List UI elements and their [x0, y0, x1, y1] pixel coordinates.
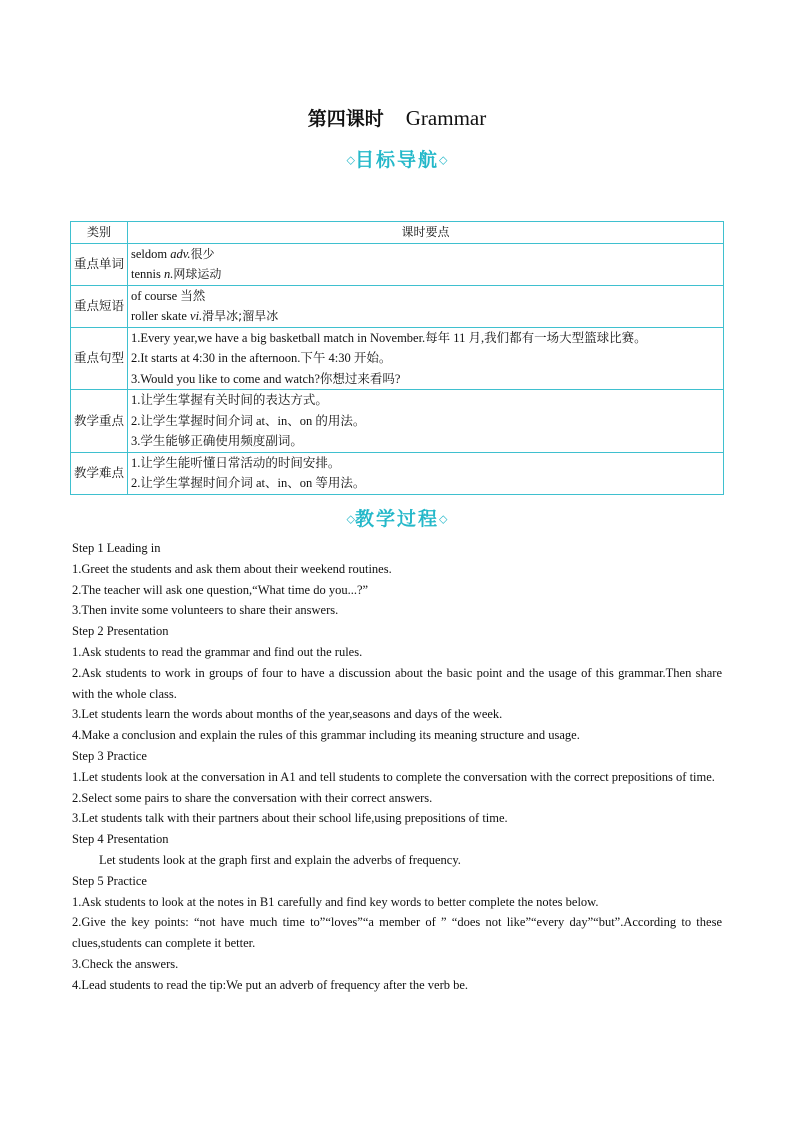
content-line: seldom adv.很少: [131, 246, 215, 261]
title-chinese: 第四课时: [307, 108, 384, 130]
content-line: 2.让学生掌握时间介词 at、in、on 等用法。: [131, 476, 366, 490]
row-content: [128, 243, 724, 285]
diamond-icon: ◇: [346, 512, 355, 526]
row-content: [128, 327, 724, 390]
table-row: [71, 243, 724, 285]
content-line: 3.学生能够正确使用频度副词。: [131, 434, 303, 448]
row-category: 教学难点: [71, 452, 128, 494]
row-content: [128, 452, 724, 494]
step-heading: Step 4 Presentation: [72, 832, 169, 847]
table-row: [71, 390, 724, 453]
step-heading: Step 3 Practice: [72, 748, 147, 763]
content-line: tennis n.网球运动: [131, 267, 222, 281]
step-item: 4.Lead students to read the tip:We put an adverb of frequency after the verb be.: [72, 977, 469, 992]
step-item: 1.Greet the students and ask them about their weekend routines.: [72, 561, 392, 576]
title-english: Grammar: [405, 106, 487, 130]
section-heading-process: [0, 506, 794, 533]
step-item: 1.Ask students to look at the notes in B1 carefully and find key words to better complete the notes below.: [72, 894, 599, 909]
content-line: 1.Every year,we have a big basketball match in November.每年 11 月,我们都有一场大型篮球比赛。: [131, 330, 647, 345]
diamond-icon: ◇: [346, 153, 355, 167]
step-item: 3.Let students learn the words about months of the year,seasons and days of the week.: [72, 707, 503, 722]
step-item: 3.Let students talk with their partners about their school life,using prepositions of time.: [72, 811, 508, 826]
diamond-icon: ◇: [439, 512, 448, 526]
header-category: 类别: [71, 222, 128, 244]
row-content: [128, 390, 724, 453]
diamond-icon: ◇: [439, 153, 448, 167]
content-line: of course 当然: [131, 288, 206, 303]
section-heading-text: 目标导航: [354, 149, 439, 171]
teaching-process: [72, 538, 722, 996]
row-category: 教学重点: [71, 390, 128, 453]
header-points: 课时要点: [128, 222, 724, 244]
lesson-title: [0, 104, 794, 133]
section-heading-goals: [0, 147, 794, 174]
table-row: [71, 285, 724, 327]
row-category: 重点短语: [71, 285, 128, 327]
content-line: 1.让学生能听懂日常活动的时间安排。: [131, 455, 341, 470]
row-category: 重点句型: [71, 327, 128, 390]
step-item: 1.Let students look at the conversation in A1 and tell students to complete the conversation with the correct prepositions of time.: [72, 769, 715, 784]
content-line: roller skate vi.滑旱冰;溜旱冰: [131, 309, 279, 323]
content-line: 3.Would you like to come and watch?你想过来看吗?: [131, 371, 401, 386]
content-line: 1.让学生掌握有关时间的表达方式。: [131, 393, 328, 407]
section-heading-text: 教学过程: [354, 508, 439, 530]
table-row: [71, 452, 724, 494]
step-item: 1.Ask students to read the grammar and find out the rules.: [72, 644, 363, 659]
step-heading: Step 1 Leading in: [72, 541, 161, 555]
step-item: 4.Make a conclusion and explain the rules of this grammar including its meaning structure and usage.: [72, 728, 580, 743]
step-heading: Step 2 Presentation: [72, 624, 169, 639]
step-item: 2.The teacher will ask one question,“What time do you...?”: [72, 582, 369, 597]
content-line: 2.It starts at 4:30 in the afternoon.下午 4:30 开始。: [131, 351, 392, 365]
step-item: 2.Ask students to work in groups of four to have a discussion about the basic point and the usage of this grammar.Then share with the whole class.: [72, 665, 722, 701]
step-item: 2.Select some pairs to share the conversation with their correct answers.: [72, 790, 433, 805]
lesson-points-table: [70, 221, 724, 495]
step-item: Let students look at the graph first and explain the adverbs of frequency.: [99, 852, 461, 867]
row-category: 重点单词: [71, 243, 128, 285]
row-content: [128, 285, 724, 327]
step-item: 3.Then invite some volunteers to share their answers.: [72, 603, 339, 618]
content-line: 2.让学生掌握时间介词 at、in、on 的用法。: [131, 413, 366, 428]
step-heading: Step 5 Practice: [72, 873, 147, 888]
step-item: 3.Check the answers.: [72, 956, 179, 971]
table-row: [71, 327, 724, 390]
step-item: 2.Give the key points: “not have much time to”“loves”“a member of ” “does not like”“every day”“but”.According to these clues,students can complete it better.: [72, 915, 722, 951]
table-header-row: [71, 222, 724, 244]
